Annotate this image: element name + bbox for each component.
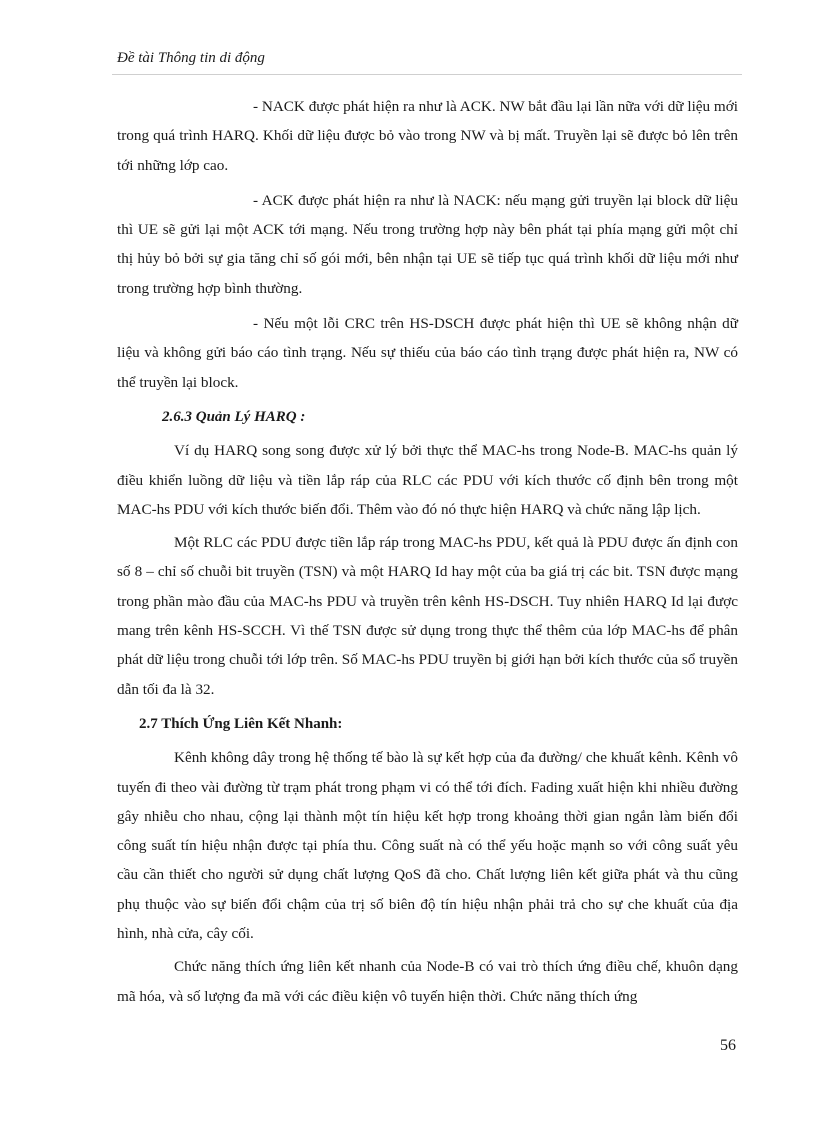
page-number: 56 xyxy=(720,1037,736,1054)
section-heading-2-6-3: 2.6.3 Quản Lý HARQ : xyxy=(162,408,306,425)
section-heading-2-7: 2.7 Thích Ứng Liên Kết Nhanh: xyxy=(139,715,343,732)
paragraph-harq-management: Ví dụ HARQ song song được xử lý bởi thực thể MAC-hs trong Node-B. MAC-hs quản lý điều khiển luồng dữ liệu và tiền lắp ráp của RLC các PDU với kích thước cố định bên trong một MAC-hs PDU với kích thước biến đổi. Thêm vào đó nó thực hiện HARQ và chức năng lập lịch. xyxy=(117,442,738,518)
header-divider xyxy=(112,74,742,75)
bullet-paragraph-ack: - ACK được phát hiện ra như là NACK: nếu mạng gửi truyền lại block dữ liệu thì UE sẽ gửi lại một ACK tới mạng. Nếu trong trường hợp này bên phát tại phía mạng gửi một chỉ thị hủy bỏ bởi sự gia tăng chỉ số gói mới, bên nhận tại UE sẽ tiếp tục quá trình khối dữ liệu mới như trong trường hợp bình thường. xyxy=(117,191,738,297)
paragraph-link-adaptation: Chức năng thích ứng liên kết nhanh của Node-B có vai trò thích ứng điều chế, khuôn dạng mã hóa, và số lượng đa mã với các điều kiện vô tuyến hiện thời. Chức năng thích ứng xyxy=(117,958,738,1005)
bullet-paragraph-crc: - Nếu một lỗi CRC trên HS-DSCH được phát hiện thì UE sẽ không nhận dữ liệu và không gửi báo cáo tình trạng. Nếu sự thiếu của báo cáo tình trạng được phát hiện ra, NW có thể truyền lại block. xyxy=(117,315,738,391)
page-content xyxy=(117,92,738,1011)
document-header-title: Đề tài Thông tin di động xyxy=(117,50,265,66)
paragraph-rlc-pdu: Một RLC các PDU được tiền lắp ráp trong MAC-hs PDU, kết quả là PDU được ấn định con số 8 – chỉ số chuỗi bit truyền (TSN) và một HARQ Id hay một của ba giá trị các bit. TSN được mạng trong phần mào đầu của MAC-hs PDU và truyền trên kênh HS-DSCH. Tuy nhiên HARQ Id lại được mang trên kênh HS-SCCH. Vì thế TSN được sử dụng trong thực thể thêm của lớp MAC-hs để phân phát dữ liệu trong chuỗi tới lớp trên. Số MAC-hs PDU truyền bị giới hạn bởi kích thước của sổ truyền dẫn tối đa là 32. xyxy=(117,534,738,698)
bullet-paragraph-nack: - NACK được phát hiện ra như là ACK. NW bắt đầu lại lần nữa với dữ liệu mới trong quá trình HARQ. Khối dữ liệu được bỏ vào trong NW và bị mất. Truyền lại sẽ được bỏ lên trên tới những lớp cao. xyxy=(117,98,738,174)
paragraph-wireless-channel: Kênh không dây trong hệ thống tế bào là sự kết hợp của đa đường/ che khuất kênh. Kênh vô tuyến đi theo vài đường từ trạm phát trong phạm vi có thể tới đích. Fading xuất hiện khi nhiều đường gây nhiễu cho nhau, cộng lại thành một tín hiệu kết hợp trong khoảng thời gian ngắn làm biến đổi công suất tín hiệu nhận được tại phía thu. Công suất nà có thể yếu hoặc mạnh so với công suất yêu cầu cần thiết cho người sử dụng chất lượng QoS đã cho. Chất lượng liên kết giữa phát và thu cũng phụ thuộc vào sự biến đổi chậm của trị số biên độ tín hiệu nhận phải trả cho sự che khuất của địa hình, nhà cửa, cây cối. xyxy=(117,749,738,943)
